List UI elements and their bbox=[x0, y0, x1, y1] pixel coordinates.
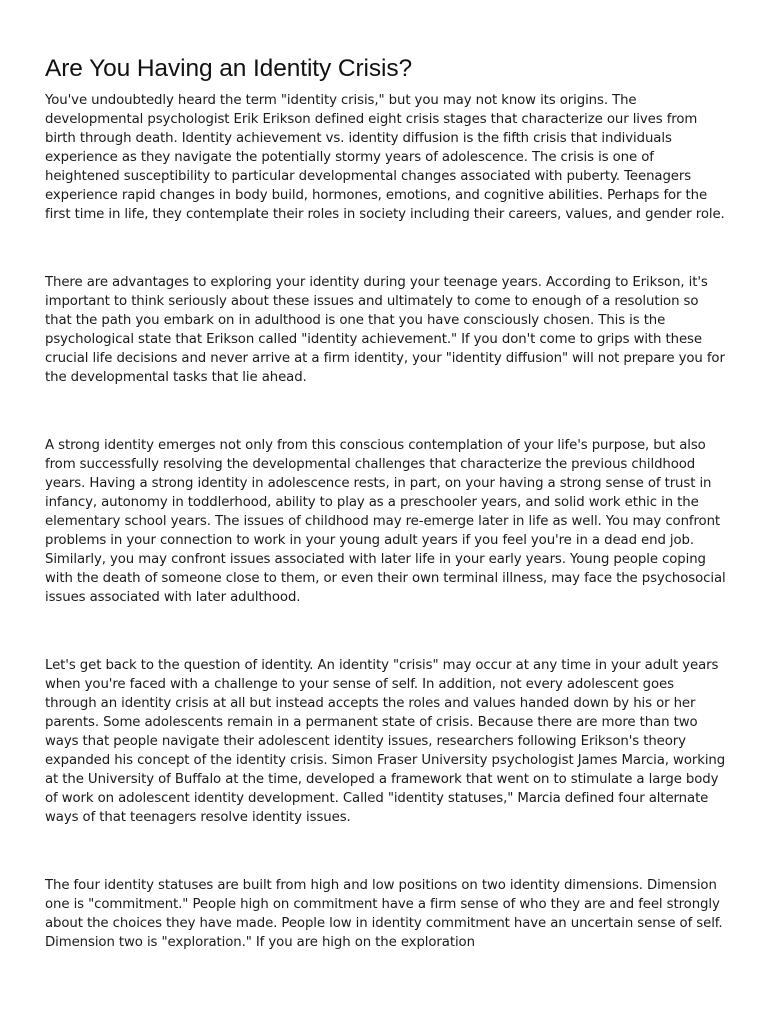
paragraph-1: You've undoubtedly heard the term "identity crisis," but you may not know its origins. The developmental psychologist Erik Erikson defined eight crisis stages that characterize our lives from birth through death. Identity achievement vs. identity diffusion is the fifth crisis that individuals experience as they navigate the potentially stormy years of adolescence. The crisis is one of heightened susceptibility to particular developmental changes associated with puberty. Teenagers experience rapid changes in body build, hormones, emotions, and cognitive abilities. Perhaps for the first time in life, they contemplate their roles in society including their careers, values, and gender role. bbox=[45, 93, 725, 222]
paragraph-3: A strong identity emerges not only from this conscious contemplation of your life's purpose, but also from successfully resolving the developmental challenges that characterize the previous childhood years. Having a strong identity in adolescence rests, in part, on your having a strong sense of trust in infancy, autonomy in toddlerhood, ability to play as a preschooler years, and solid work ethic in the elementary school years. The issues of childhood may re-emerge later in life as well. You may confront problems in your connection to work in your young adult years if you feel you're in a dead end job. Similarly, you may confront issues associated with later life in your early years. Young people coping with the death of someone close to them, or even their own terminal illness, may face the psychosocial issues associated with later adulthood. bbox=[45, 438, 726, 605]
paragraph-5: The four identity statuses are built from high and low positions on two identity dimensions. Dimension one is "commitment." People high on commitment have a firm sense of who they are and feel strongly about the choices they have made. People low in identity commitment have an uncertain sense of self. Dimension two is "exploration." If you are high on the exploration bbox=[45, 878, 723, 950]
document-page bbox=[45, 53, 728, 952]
paragraph-4: Let's get back to the question of identity. An identity "crisis" may occur at any time in your adult years when you're faced with a challenge to your sense of self. In addition, not every adolescent goes through an identity crisis at all but instead accepts the roles and values handed down by his or her parents. Some adolescents remain in a permanent state of crisis. Because there are more than two ways that people navigate their adolescent identity issues, researchers following Erikson's theory expanded his concept of the identity crisis. Simon Fraser University psychologist James Marcia, working at the University of Buffalo at the time, developed a framework that went on to stimulate a large body of work on adolescent identity development. Called "identity statuses," Marcia defined four alternate ways of that teenagers resolve identity issues. bbox=[45, 658, 726, 825]
paragraph-2: There are advantages to exploring your identity during your teenage years. According to Erikson, it's important to think seriously about these issues and ultimately to come to enough of a resolution so that the path you embark on in adulthood is one that you have consciously chosen. This is the psychological state that Erikson called "identity achievement." If you don't come to grips with these crucial life decisions and never arrive at a firm identity, your "identity diffusion" will not prepare you for the developmental tasks that lie ahead. bbox=[45, 275, 725, 385]
document-title: Are You Having an Identity Crisis? bbox=[45, 55, 413, 82]
